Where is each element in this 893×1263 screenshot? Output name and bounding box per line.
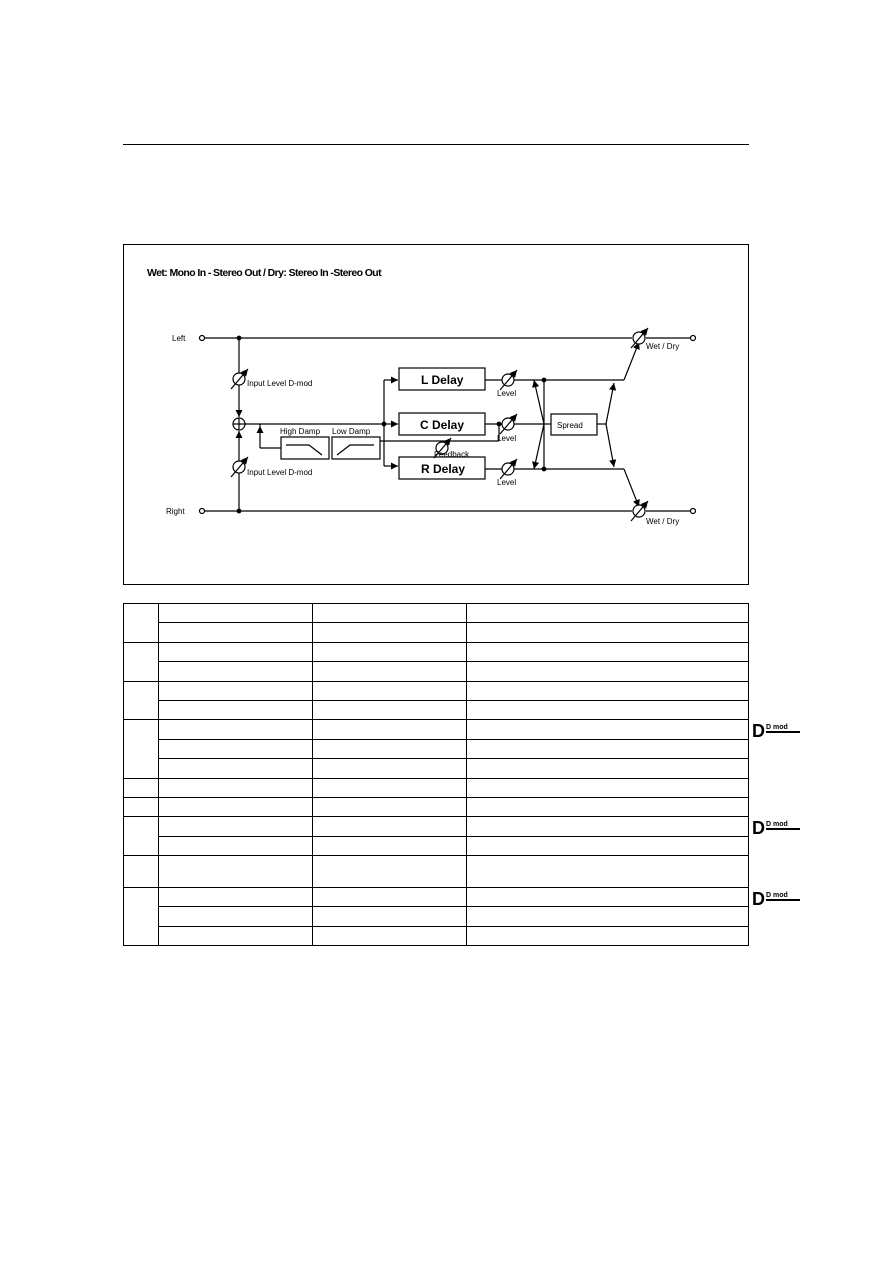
group-cell [124,797,159,816]
table-cell [467,817,749,836]
table-cell [313,836,467,855]
table-cell [467,662,749,681]
input-dmod-bottom-label: Input Level D-mod [247,468,313,477]
table-cell [467,623,749,642]
group-cell [124,778,159,797]
table-row [124,720,749,739]
table-cell [467,700,749,719]
table-row [124,797,749,816]
group-cell [124,720,159,778]
table-cell [313,926,467,945]
high-damp-label: High Damp [280,427,321,436]
table-row [124,778,749,797]
table-cell [313,662,467,681]
table-cell [467,720,749,739]
signal-flow [124,245,750,586]
level-r-label: Level [497,478,517,487]
table-cell [159,907,313,926]
table-row [124,662,749,681]
left-label: Left [172,334,186,343]
table-cell [159,778,313,797]
table-row [124,604,749,623]
dmod-mark [752,720,802,742]
group-cell [124,817,159,856]
table-cell [467,739,749,758]
table-cell [159,856,313,888]
table-cell [313,907,467,926]
table-cell [159,759,313,778]
level-c-label: Level [497,434,517,443]
svg-text:D: D [752,889,765,910]
table-row [124,623,749,642]
l-delay-label: L Delay [421,373,464,387]
table-cell [467,888,749,907]
table-cell [313,681,467,700]
block-diagram [123,244,749,585]
c-delay-label: C Delay [420,418,465,432]
parameter-table [123,603,749,946]
table-cell [467,604,749,623]
table-cell [159,888,313,907]
svg-text:D: D [752,818,765,839]
table-row [124,700,749,719]
group-cell [124,604,159,643]
table-row [124,642,749,661]
svg-text:D mod: D mod [766,724,788,732]
table-cell [467,681,749,700]
table-cell [159,720,313,739]
spread-label: Spread [557,421,583,430]
group-cell [124,642,159,681]
low-damp-label: Low Damp [332,427,371,436]
table-row [124,836,749,855]
table-cell [159,926,313,945]
dmod-mark [752,888,802,910]
table-cell [313,700,467,719]
table-row [124,817,749,836]
table-cell [467,642,749,661]
table-cell [467,836,749,855]
r-delay-label: R Delay [421,462,466,476]
table-cell [159,700,313,719]
wet-dry-bottom-label: Wet / Dry [646,517,680,526]
table-cell [159,604,313,623]
table-row [124,926,749,945]
table-cell [159,739,313,758]
table-cell [159,642,313,661]
table-row [124,739,749,758]
dmod-mark [752,817,802,839]
table-cell [159,836,313,855]
group-cell [124,888,159,946]
feedback-label: Feedback [434,450,470,459]
svg-text:D: D [752,721,765,742]
table-cell [313,888,467,907]
table-cell [467,778,749,797]
group-cell [124,681,159,720]
table-cell [467,907,749,926]
svg-text:D mod: D mod [766,821,788,829]
table-cell [467,856,749,888]
table-cell [159,797,313,816]
level-l-label: Level [497,389,517,398]
wet-dry-top-label: Wet / Dry [646,342,680,351]
table-row [124,681,749,700]
table-cell [159,817,313,836]
table-cell [313,797,467,816]
table-cell [313,604,467,623]
table-cell [313,642,467,661]
right-label: Right [166,507,185,516]
table-cell [313,817,467,836]
table-row [124,759,749,778]
table-cell [159,662,313,681]
table-row [124,888,749,907]
header-rule [123,144,749,145]
table-cell [159,681,313,700]
table-cell [313,623,467,642]
table-cell [467,759,749,778]
table-cell [313,856,467,888]
table-cell [313,759,467,778]
group-cell [124,856,159,888]
table-row [124,907,749,926]
diagram-title: Wet: Mono In - Stereo Out / Dry: Stereo In -Stereo Out [147,267,382,279]
table-cell [467,926,749,945]
table-cell [159,623,313,642]
table-cell [467,797,749,816]
table-cell [313,778,467,797]
input-dmod-top-label: Input Level D-mod [247,379,313,388]
table-cell [313,739,467,758]
table-cell [313,720,467,739]
table-row [124,856,749,888]
svg-text:D mod: D mod [766,892,788,900]
